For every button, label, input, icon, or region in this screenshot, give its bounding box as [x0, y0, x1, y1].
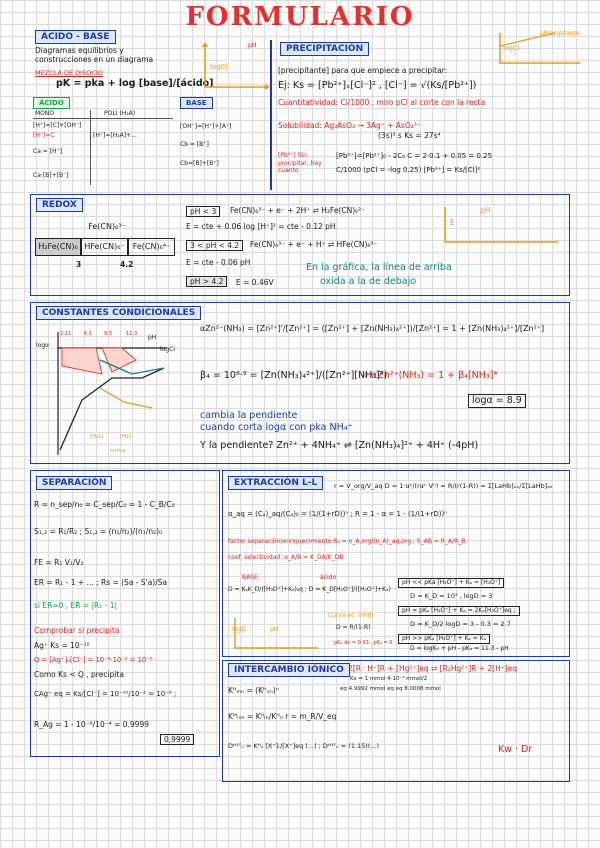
sep-result: 0,9999 [160, 734, 194, 745]
sep-eq6: Comprobar si precipita [34, 626, 120, 635]
sep-eq11: R_Ag = 1 - 10⁻⁸/10⁻⁴ = 0.9999 [34, 720, 149, 729]
redox-eq1: Fe(CN)₆³⁻ + e⁻ + 2H⁺ ⇌ H₂Fe(CN)₆²⁻ [230, 206, 366, 215]
const-tick-1: 2.11 [60, 331, 72, 337]
ion-eq3: eq 4.9992 mmol eq eq 8.0008 mmol [340, 686, 441, 692]
ext-eq8: pH = pKₐ [H₃O⁺] + Kₐ = 2Kₐ[H₃O⁺]eq ; [398, 606, 520, 616]
sep-eq1: R = n_sep/n₀ = C_sep/C₀ = 1 - C_B/C₀ [34, 500, 175, 509]
acido-base-header: ÁCIDO - BASE [35, 30, 116, 44]
loga-result: logα = 8.9 [468, 394, 526, 408]
ext-graph-x: pH [270, 626, 279, 633]
separacion-header: SEPARACIÓN [36, 476, 112, 490]
const-tick-3: 9.3 [104, 331, 112, 337]
precip-line4: Solubilidad: Ag₃AsO₄ → 3Ag⁺ + AsO₄³⁻ [278, 121, 421, 130]
const-formula-3: Y la pendiente? Zn²⁺ + 4NH₄⁺ ⇌ [Zn(NH₃)₄]²⁺ + 4H⁺ (-4pH) [200, 440, 479, 451]
cfuerte-eq: [H⁺]=C [33, 132, 55, 139]
precip-line5: (3s)³ s Ks = 27s⁴ [378, 131, 441, 140]
extraccion-header: EXTRACCIÓN L-L [228, 476, 323, 490]
fe-species-a: H₂Fe(CN)₆ [35, 238, 81, 256]
ion-eq2: Ks = 1 mmol 4·10⁻³ mmol/2 [350, 676, 428, 682]
ext-acido-label: ácido [320, 574, 337, 581]
page-title: FORMULARIO [185, 2, 415, 32]
redox-eq5: E = 0.46V [236, 278, 274, 287]
ext-eq5: D = KₐK_D/([H₃O⁺]+Kₐ)ₐq ; D = K_D[H₃O⁺]/([H₃O⁺]+Kₐ) [228, 586, 391, 593]
base-eq2: Cb = [B⁺] [180, 141, 209, 148]
ext-graph [230, 616, 320, 652]
fe-top: Fe(CN)₆³⁻ [88, 222, 126, 231]
constantes-graph-r: logCi [160, 346, 176, 353]
fuerte-eq: [H⁺]=[C]+[OH⁻] [33, 122, 82, 129]
acido-subheader: ÁCIDO [33, 97, 70, 109]
const-formula-1: αZn²⁺(NH₃) = [Zn²⁺]'/[Zn²⁺] = ([Zn²⁺] + [Zn(NH₃)₄²⁺])/[Zn²⁺] = 1 + [Zn(NH₃)₄²⁺]/[Zn²⁺] [200, 324, 545, 333]
const-formula-2b: → αZn²⁺(NH₃) = 1 + β₄[NH₃]⁴ [360, 370, 498, 381]
ext-eq9: D = K_D/2 logD = 3 - 0.3 = 2.7 [410, 620, 511, 628]
intercambio-header: INTERCAMBIO IÓNICO [228, 663, 350, 677]
precip-line2: Ej: Ks = [Pb²⁺]ₓ[Cl⁻]² , [Cl⁻] = √(Ks/[Pb²⁺]) [278, 80, 477, 91]
ext-eq10: pH >> pKₐ [H₃O⁺] + Kₐ ≈ Kₐ [398, 634, 490, 644]
redox-eq3: Fe(CN)₆³⁻ + e⁻ + H⁺ ⇌ HFe(CN)₆³⁻ [250, 240, 378, 249]
ext-eq7: D ≈ K_D = 10³ , logD = 3 [410, 592, 493, 600]
acido-line1: Diagramas equilibrios y [35, 46, 124, 55]
ext-graph-y: logD [232, 626, 246, 633]
const-l1: (H₂L) [90, 434, 104, 440]
ph-range-1: pH < 3 [186, 206, 220, 217]
precip-line6: [Pb²⁺] Sin precipitar, hay cuanto [278, 152, 322, 174]
sep-eq7: Ag⁺ Ks = 10⁻¹⁰ [34, 641, 90, 650]
constantes-graph [52, 330, 172, 460]
henderson-formula: pK = pka + log [base]/[ácido] [56, 78, 214, 89]
redox-graph-x: pH [480, 206, 491, 215]
mono-label: MONO [35, 110, 55, 117]
ph-range-3: pH > 4.2 [186, 276, 227, 287]
ext-d-formula: D = R/(1-R) [336, 624, 371, 631]
base-subheader: BASE [180, 97, 213, 109]
precipitacion-header: PRECIPITACIÓN [280, 42, 369, 56]
redox-eq4: E = cte - 0.06 pH [186, 258, 251, 267]
ion-eq6: Dᴴ¹ᵀₙ = Kᴴₙ [X⁺]ᵣ/[X⁺]eq (...) ; Dᴴ¹ᵀₙ = (1.15)(...) [228, 742, 380, 750]
precip-line3: Cuantitatividad: Ci/1000 , miro pCl al corte con la recta [278, 98, 486, 107]
sep-eq8: Q = [Ag⁺]₀[Cl⁻] = 10⁻⁴·10⁻² = 10⁻⁶ [34, 656, 153, 664]
sep-eq10: CAg⁺ eq = Ks/[Cl⁻] = 10⁻¹⁰/10⁻² = 10⁻⁸ ; [34, 690, 177, 698]
redox-graph-y: E [450, 218, 455, 227]
ext-base-label: BASE [242, 574, 258, 581]
sep-eq5: si ER≈0 , ER = |R₁ - 1| [34, 601, 118, 610]
ion-eq1: 2[R⁻ H⁺]R + [Hg²⁺]eq ⇌ [R₂Hg²⁺]R + 2[H⁺]eq [348, 664, 517, 673]
ext-curve-label: Curva ec. inhib [328, 612, 374, 619]
ext-eq1: r = V_org/V_aq D = 1·αⁿ/(rαⁿ Vⁿ) = R/(r(1-R)) = Σ[LaHb]ₒₓ/Σ[LaHb]ₐₑ [334, 482, 553, 490]
const-note-2: cuando corta logα con pka NH₄⁺ [200, 422, 353, 433]
fe-boundary-2: 4.2 [120, 260, 134, 269]
redox-header: REDOX [36, 198, 83, 212]
const-formula-2: β₄ = 10⁸·⁹ = [Zn(NH₃)₄²⁺]/([Zn²⁺][NH₃]⁴) [200, 370, 388, 381]
const-l2: (HL) [120, 434, 132, 440]
ext-eq3: factor separación/enriquecimiento Rₐ = n_A,org/(n_A)_aq,org ; S_AB = R_A/R_B [228, 538, 466, 545]
redox-note1: En la gráfica, la línea de arriba [306, 262, 452, 273]
constantes-graph-y: logα [36, 342, 50, 349]
base-eq3: Cb=[B]+[B⁺] [180, 160, 219, 167]
ext-pka: pKₐ de = 0.93 , pKₐ = 6 [334, 640, 393, 646]
fe-boundary-1: 3 [76, 260, 82, 269]
ext-eq2: α_aq = (Cₐ)_aq/(Cₐ)₀ = (1/(1+rD))ⁿ ; R = 1 - α = 1 - (1/(1+rD))ⁿ [228, 510, 448, 518]
const-curva: curva [110, 448, 126, 454]
fe-species-c: Fe(CN)₆⁴⁻ [128, 238, 175, 256]
debil-eq: Ca = [H⁺] [33, 148, 63, 155]
precip-graph-label: pPrecipitante [540, 30, 580, 37]
sep-eq9: Como Ks < Q , precipita [34, 670, 124, 679]
constantes-graph-x: pH [148, 334, 157, 341]
ext-eq4: coef. selectividad: α_A/B = K_DA/K_DB [228, 554, 344, 561]
redox-note2: oxida a la de debajo [320, 276, 417, 287]
prima-eq: Ca·[B]+[B⁻] [33, 172, 69, 179]
ext-eq11: D = logK₀ + pH - pKₐ = 11.3 - pH [410, 645, 509, 652]
separacion-section [30, 470, 220, 757]
precip-line1: [precipitante] para que empiece a precipitar: [278, 66, 448, 75]
const-note-1: cambia la pendiente [200, 410, 298, 421]
precip-line7: [Pb²⁺]=[Pb²⁺]₀ - 2C₀ C = 2·0.1 + 0.05 = 0.25 [336, 152, 493, 160]
sep-eq3: FE = R₁ V₁/V₂ [34, 558, 84, 567]
poli-label: POLI (H₂A) [104, 110, 136, 117]
ion-eq5: Kᴹₙₘ = Kᴴₘ/Kᴴₙ r = m_R/V_eq [228, 712, 337, 721]
acido-graph-x: pH [248, 42, 257, 49]
sep-eq4: ER = R₁ - 1 + ... ; Rs = (Sa - S'a)/Sa [34, 578, 168, 587]
redox-graph [440, 202, 560, 247]
ph-range-2: 3 < pH < 4.2 [186, 240, 243, 251]
ion-eq4: Kᴴₘₙ = (Kᴴₓₙ)ⁿ [228, 686, 279, 695]
ext-eq6: pH << pKa [H₃O⁺] + Kₐ ≈ [H₃O⁺] [398, 578, 504, 588]
base-eq1: [OH⁻]=[H⁺]+[A⁺] [180, 123, 232, 130]
const-tick-2: 6.1 [84, 331, 92, 337]
precip-graph-y: logCi [503, 44, 520, 52]
ion-kw: Kw · Dr [498, 744, 533, 755]
const-tick-4: 11.3 [126, 331, 138, 337]
poli-eq: [H⁺]=[H₂A]+... [93, 132, 137, 139]
constantes-header: CONSTANTES CONDICIONALES [36, 306, 201, 320]
sep-eq2: S₁,₂ = R₁/R₂ ; S₁,₂ = (n₁/n₂)/(n₁/n₂)₀ [34, 527, 163, 536]
precip-line8: C/1000 (pCl = -log 0.25) [Pb²⁺] = Ks/[Cl]² [336, 166, 481, 174]
acido-line2: construcciones en un diagrama [35, 55, 154, 64]
acido-graph-y: logCi [210, 63, 228, 71]
redox-eq2: E = cte + 0.06 log [H⁺]² = cte - 0.12 pH [186, 222, 336, 231]
mezcla-label: MEZCLA DE DISOCIO [35, 69, 103, 77]
fe-species-b: HFe(CN)₆⁻ [81, 238, 128, 256]
